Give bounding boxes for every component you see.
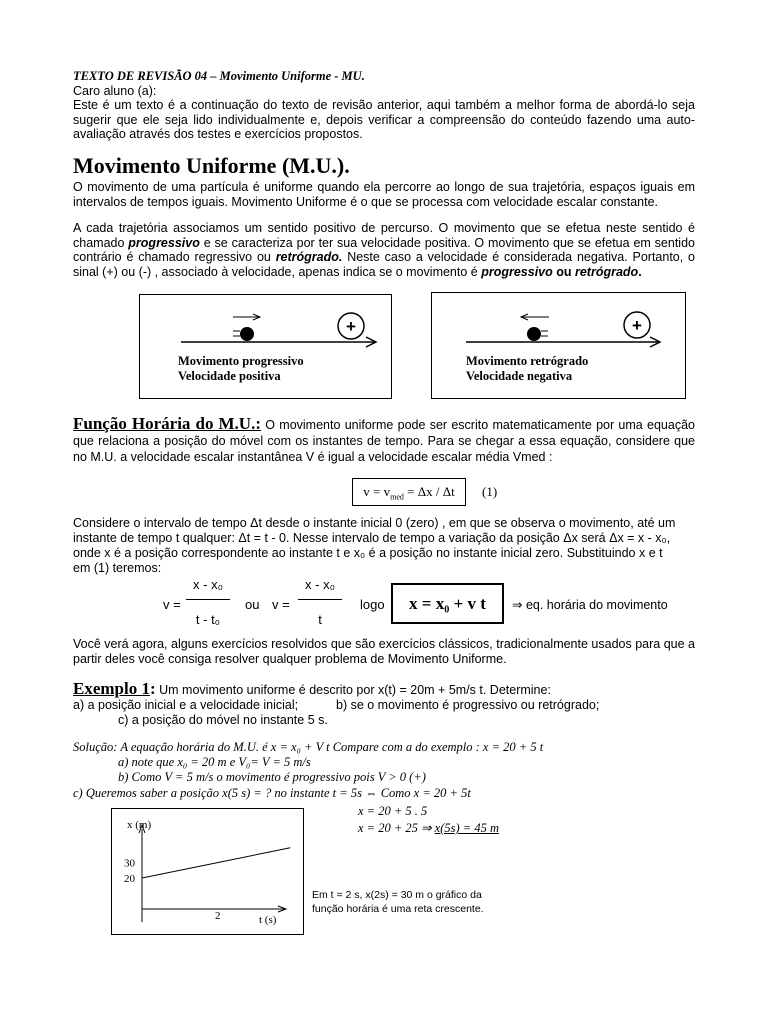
figure-progressive-caption: [178, 354, 304, 384]
revision-title: TEXTO DE REVISÃO 04 – Movimento Uniforme - MU.: [73, 69, 365, 83]
example-heading: Exemplo 1: [73, 679, 150, 698]
p2-retrogrado: retrógrado.: [275, 250, 343, 264]
p2-text-c: e se caracteriza por ter sua velocidade positiva. O movimento que se efetua em sentido contrário é chamado regressivo ou: [73, 235, 695, 264]
section-heading-hourly-function: Função Horária do M.U.:: [73, 414, 261, 433]
particle-icon: [240, 327, 254, 341]
v-equals-1: v =: [163, 597, 181, 612]
solution-line-2: a) note que x₀ = 20 m e V₀= V = 5 m/s: [118, 755, 311, 769]
p2-ou: ou: [552, 264, 575, 279]
position-time-chart: [112, 809, 303, 934]
caption-line-1: Movimento retrógrado: [466, 354, 589, 368]
graph-note-line-2: função horária é uma reta crescente.: [312, 903, 484, 915]
calc-line-1: x = 20 + 5 . 5: [358, 804, 428, 818]
x-tick-label: 2: [215, 910, 221, 922]
fraction-2-denominator: t: [318, 612, 322, 627]
caption-line-2: Velocidade positiva: [178, 369, 281, 383]
y-tick-label: 20: [124, 873, 135, 885]
caption-line-1: Movimento progressivo: [178, 354, 304, 368]
interval-line-3: onde x é a posição correspondente ao instante t e x₀ é a posição no instante inicial zero. Substituindo x e t: [73, 546, 663, 560]
solution-line-1: Solução: A equação horária do M.U. é x = x₀ + V t Compare com a do exemplo : x = 20 + 5 t: [73, 740, 544, 754]
ou-word: ou: [245, 597, 260, 612]
v-equals-2: v =: [272, 597, 290, 612]
example-statement: [73, 680, 695, 699]
example-colon: :: [149, 679, 156, 698]
p2-progressivo: progressivo: [128, 235, 200, 250]
intro-paragraph: Este é um texto é a continuação do texto de revisão anterior, aqui também a melhor forma de abordá-lo seja sugerir que ele seja lido individualmente e, depois verificar a compreensão do conteúdo fazendo uma auto-avaliação através dos testes e exercícios propostos.: [73, 98, 695, 141]
fraction-1-numerator: x - x₀: [193, 577, 223, 592]
hourly-equation-box: x = x₀ + v t: [391, 583, 504, 624]
positive-sign: +: [346, 317, 356, 336]
eq1-subscript: med: [390, 492, 404, 502]
section-heading-mu: Movimento Uniforme (M.U.).: [73, 153, 350, 178]
solution-line-3: b) Como V = 5 m/s o movimento é progressivo pois V > 0 (+): [118, 770, 426, 784]
p2-text-a: A cada trajetória associamos um sentido positivo de percurso. O movimento que se efetua neste sentido é chamado: [73, 221, 695, 250]
interval-line-4: em (1) teremos:: [73, 561, 162, 575]
p2-period: .: [638, 264, 642, 279]
p2-retrogrado-2: retrógrado: [574, 264, 639, 279]
eq1-left: v = v: [363, 484, 391, 499]
positive-sign: +: [632, 316, 642, 335]
p2-progressivo-2: progressivo: [481, 264, 553, 279]
question-c: c) a posição do móvel no instante 5 s.: [118, 713, 328, 727]
example-statement-text: Um movimento uniforme é descrito por x(t) = 20m + 5m/s t. Determine:: [159, 683, 551, 697]
hourly-function-paragraph: [73, 416, 695, 465]
definition-paragraph: O movimento de uma partícula é uniforme quando ela percorre ao longo de sua trajetória, espaços iguais em intervalos de tempos iguais. Movimento Uniforme é o que se processa com velocidade escalar constante.: [73, 180, 695, 209]
graph-note-line-1: Em t = 2 s, x(2s) = 30 m o gráfico da: [312, 889, 482, 901]
fraction-1-bar: [186, 599, 230, 600]
fraction-1-denominator: t - t₀: [195, 612, 221, 627]
question-b: b) se o movimento é progressivo ou retrógrado;: [336, 698, 600, 712]
x-axis-label: t (s): [259, 914, 277, 926]
graph-note: [312, 888, 484, 916]
exercises-intro-paragraph: Você verá agora, alguns exercícios resolvidos que são exercícios clássicos, tradicionalmente usados para que a partir deles você consiga resolver qualquer problema de Movimento Uniforme.: [73, 637, 695, 666]
figure-retrograde-caption: [466, 354, 588, 384]
question-a: a) a posição inicial e a velocidade inicial;: [73, 698, 299, 712]
hourly-equation-label: ⇒ eq. horária do movimento: [512, 598, 668, 612]
equation-number: (1): [482, 484, 498, 499]
fraction-2-bar: [298, 599, 342, 600]
interval-line-1: Considere o intervalo de tempo Δt desde o instante inicial 0 (zero) , em que se observa o movimento, até um: [73, 516, 676, 530]
hourly-function-text: O movimento uniforme pode ser escrito matematicamente por uma equação que relaciona a posição do móvel com os instantes de tempo. Para se chegar a essa equação, considere que no M.U. a velocidade escalar instantânea V é igual a velocidade escalar média Vmed :: [73, 418, 695, 464]
p2-text-e: Neste caso a velocidade é considerada negativa. Portanto, o sinal (+) ou (-) , associado à velocidade, apenas indica se o movimento é: [73, 250, 696, 279]
calc-line-2: [358, 820, 499, 836]
interval-line-2: instante de tempo t qualquer: Δt = t - 0. Nesse intervalo de tempo a variação da posição Δx será Δx = x - x₀,: [73, 531, 671, 545]
figure-progressive: [139, 294, 392, 399]
logo-word: logo: [360, 597, 385, 612]
y-tick-label: 30: [124, 857, 135, 870]
series-line: [142, 848, 290, 878]
caption-line-2: Velocidade negativa: [466, 369, 573, 383]
calc-result: x(5s) = 45 m: [434, 821, 499, 835]
graph-box: [111, 808, 304, 935]
y-axis-label: x (m): [127, 819, 152, 831]
greeting: Caro aluno (a):: [73, 84, 157, 98]
average-velocity-equation: [352, 478, 466, 506]
solution-line-4: c) Queremos saber a posição x(5 s) = ? no instante t = 5s ⇔ Como x = 20 + 5t: [73, 786, 471, 800]
calc-line-2-text: x = 20 + 25 ⇒: [358, 821, 435, 835]
fraction-2-numerator: x - x₀: [305, 577, 335, 592]
figure-retrograde: [431, 292, 686, 399]
particle-icon: [527, 327, 541, 341]
direction-paragraph: [73, 221, 695, 279]
eq1-right: = Δx / Δt: [403, 484, 455, 499]
